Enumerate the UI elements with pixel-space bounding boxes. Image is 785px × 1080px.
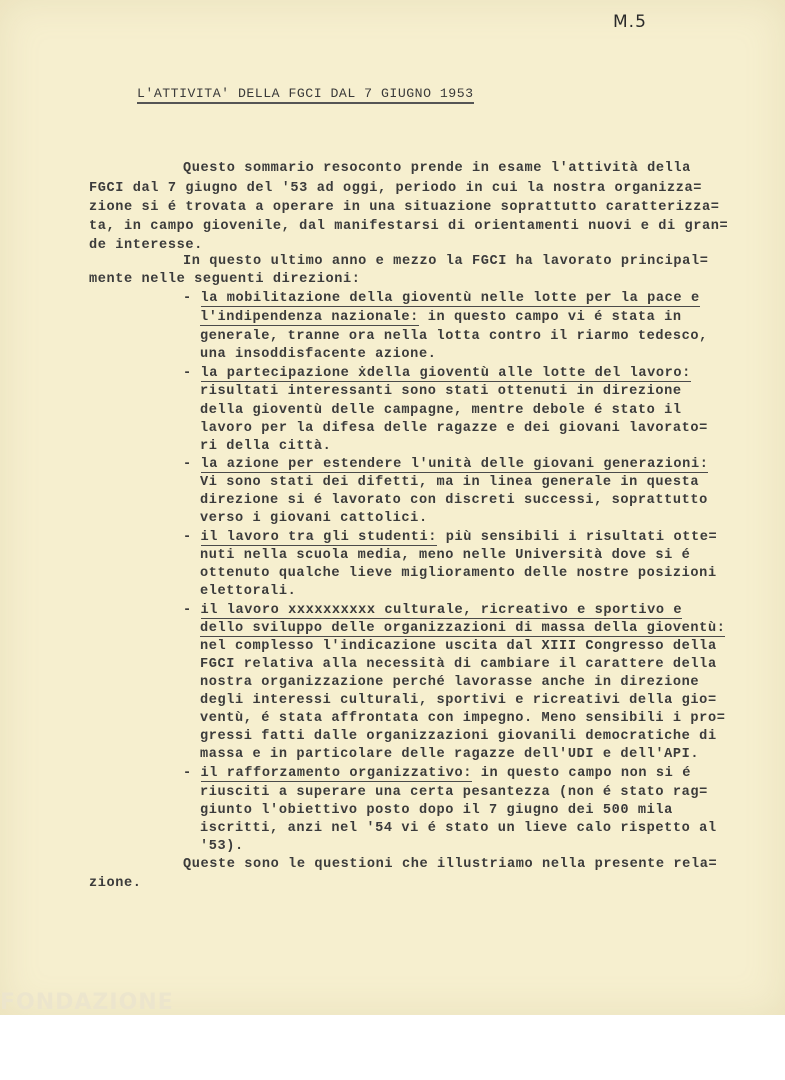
- text-line: ri della città.: [200, 439, 332, 454]
- text-line: gressi fatti dalle organizzazioni giovanili democratiche di: [200, 729, 717, 744]
- text-line: zione.: [89, 876, 142, 891]
- underlined-heading: il lavoro tra gli studenti:: [200, 530, 437, 545]
- text-line: zione si é trovata a operare in una situazione soprattutto caratterizza=: [89, 200, 720, 215]
- text-line: nel complesso l'indicazione uscita dal XIII Congresso della: [200, 639, 717, 654]
- bullet-dash: -: [183, 603, 201, 618]
- text-line: FGCI dal 7 giugno del '53 ad oggi, periodo in cui la nostra organizza=: [89, 181, 703, 196]
- text-line: ventù, é stata affrontata con impegno. Meno sensibili i pro=: [200, 711, 726, 726]
- bullet-dash: -: [183, 766, 201, 781]
- text-line: riusciti a superare una certa pesantezza (non é stato rag=: [200, 785, 708, 800]
- text-line: elettorali.: [200, 584, 297, 599]
- text-line: de interesse.: [89, 238, 203, 253]
- bullet-dash: -: [183, 457, 201, 472]
- text-line: l'indipendenza nazionale: in questo campo vi é stata in: [200, 310, 682, 325]
- text-line: Vi sono stati dei difetti, ma in linea generale in questa: [200, 475, 700, 490]
- text-line: Queste sono le questioni che illustriamo nella presente rela=: [183, 857, 718, 872]
- bullet-dash: -: [183, 366, 201, 381]
- text-line: massa e in particolare delle ragazze dell'UDI e dell'API.: [200, 747, 700, 762]
- text-line: In questo ultimo anno e mezzo la FGCI ha lavorato principal=: [183, 254, 709, 269]
- bullet-line: [183, 456, 708, 474]
- text-line: nostra organizzazione perché lavorasse anche in direzione: [200, 675, 700, 690]
- text-line: giunto l'obiettivo posto dopo il 7 giugno dei 500 mila: [200, 803, 673, 818]
- underlined-heading: il rafforzamento organizzativo:: [200, 766, 473, 781]
- reference-mark: M.5: [613, 12, 647, 32]
- underlined-heading: la mobilitazione della gioventù nelle lotte per la pace e: [200, 291, 700, 306]
- underlined-heading: dello sviluppo delle organizzazioni di massa della gioventù:: [200, 621, 726, 636]
- text-line: lavoro per la difesa delle ragazze e dei giovani lavorato=: [200, 421, 708, 436]
- bullet-line: [183, 602, 682, 620]
- text-line: della gioventù delle campagne, mentre debole é stato il: [200, 403, 682, 418]
- text-line: mente nelle seguenti direzioni:: [89, 272, 361, 287]
- text-line: '53).: [200, 839, 244, 854]
- document-title: L'ATTIVITA' DELLA FGCI DAL 7 GIUGNO 1953: [137, 85, 474, 104]
- watermark: FONDAZIONE: [0, 990, 174, 1015]
- text-line: una insoddisfacente azione.: [200, 347, 437, 362]
- underlined-heading: l'indipendenza nazionale:: [200, 310, 419, 325]
- bullet-line: - il rafforzamento organizzativo: in questo campo non si é: [183, 766, 691, 781]
- bullet-dash: -: [183, 530, 201, 545]
- bullet-line: [183, 365, 691, 383]
- text-line: ottenuto qualche lieve miglioramento delle nostre posizioni: [200, 566, 717, 581]
- bullet-dash: -: [183, 291, 201, 306]
- bullet-line: - il lavoro tra gli studenti: più sensibili i risultati otte=: [183, 530, 718, 545]
- text-line: [200, 620, 725, 638]
- scan-background: [0, 1015, 785, 1080]
- text-line: nuti nella scuola media, meno nelle Università dove si é: [200, 548, 691, 563]
- text-line: verso i giovani cattolici.: [200, 511, 428, 526]
- text-line: risultati interessanti sono stati ottenuti in direzione: [200, 384, 682, 399]
- bullet-line: [183, 290, 700, 308]
- text-line: direzione si é lavorato con discreti successi, soprattutto: [200, 493, 708, 508]
- text-line: generale, tranne ora nella lotta contro il riarmo tedesco,: [200, 329, 708, 344]
- text-line: ta, in campo giovenile, dal manifestarsi di orientamenti nuovi e di gran=: [89, 219, 729, 234]
- text-line: FGCI relativa alla necessità di cambiare il carattere della: [200, 657, 717, 672]
- text-line: degli interessi culturali, sportivi e ricreativi della gio=: [200, 693, 717, 708]
- underlined-heading: il lavoro xxxxxxxxxx culturale, ricreativo e sportivo e: [200, 603, 683, 618]
- underlined-heading: la partecipazione ẋdella gioventù alle lotte del lavoro:: [200, 366, 691, 381]
- text-line: iscritti, anzi nel '54 vi é stato un lieve calo rispetto al: [200, 821, 717, 836]
- text-line: Questo sommario resoconto prende in esame l'attività della: [183, 161, 691, 176]
- underlined-heading: la azione per estendere l'unità delle giovani generazioni:: [200, 457, 709, 472]
